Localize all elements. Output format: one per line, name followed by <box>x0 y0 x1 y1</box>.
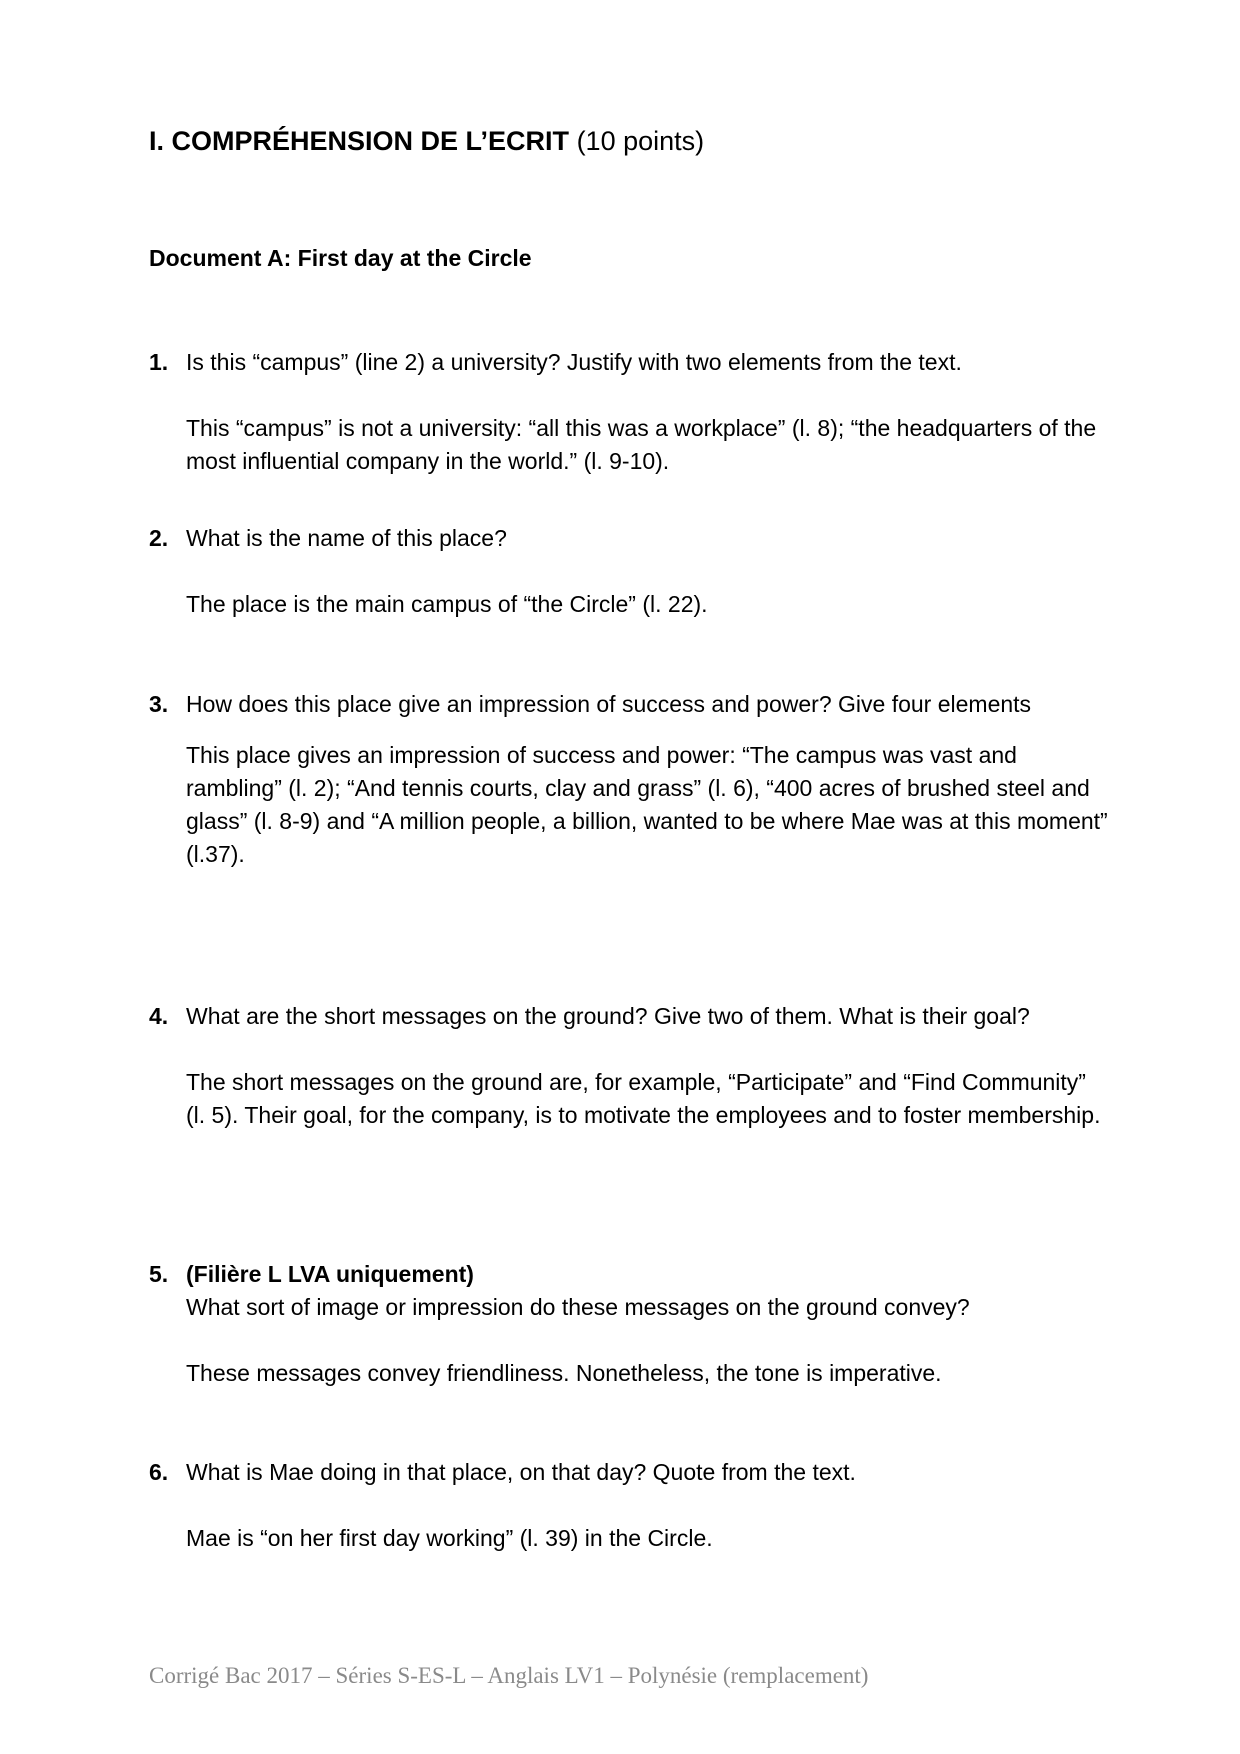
answer-text: These messages convey friendliness. Nonetheless, the tone is imperative. <box>186 1360 942 1386</box>
question-number: 3. <box>149 691 169 717</box>
question-number: 2. <box>149 525 169 551</box>
answer-text: The short messages on the ground are, for example, “Participate” and “Find Community” (l. 5). Their goal, for the company, is to motivate the employees and to foster membership. <box>186 1069 1101 1128</box>
question-number: 6. <box>149 1459 169 1485</box>
question-2 <box>149 522 1109 621</box>
section-title-bold: I. COMPRÉHENSION DE L’ECRIT <box>149 126 570 156</box>
answer-text: The place is the main campus of “the Circle” (l. 22). <box>186 591 708 617</box>
question-number: 1. <box>149 349 169 375</box>
question-text: What sort of image or impression do these messages on the ground convey? <box>186 1294 970 1320</box>
question-5 <box>149 1258 1109 1390</box>
question-text: How does this place give an impression of success and power? Give four elements <box>186 691 1032 717</box>
question-1 <box>149 346 1109 478</box>
question-text: What is Mae doing in that place, on that day? Quote from the text. <box>186 1459 856 1485</box>
answer-text: Mae is “on her first day working” (l. 39) in the Circle. <box>186 1525 713 1551</box>
question-text: Is this “campus” (line 2) a university? Justify with two elements from the text. <box>186 349 962 375</box>
question-6 <box>149 1456 1109 1555</box>
question-number: 4. <box>149 1003 169 1029</box>
question-4 <box>149 1000 1109 1132</box>
question-text: What are the short messages on the ground? Give two of them. What is their goal? <box>186 1003 1030 1029</box>
question-number: 5. <box>149 1261 169 1287</box>
question-subtitle: (Filière L LVA uniquement) <box>186 1261 474 1287</box>
answer-text: This “campus” is not a university: “all this was a workplace” (l. 8); “the headquarters of the most influential company in the world.” (l. 9-10). <box>186 415 1097 474</box>
page-footer: Corrigé Bac 2017 – Séries S-ES-L – Anglais LV1 – Polynésie (remplacement) <box>149 1663 869 1688</box>
question-3 <box>149 688 1109 871</box>
answer-text: This place gives an impression of success and power: “The campus was vast and rambling” (l. 2); “And tennis courts, clay and grass” (l. 6), “400 acres of brushed steel and glass” (l. 8-9) and “A million people, a billion, wanted to be where Mae was at this moment” (l.37). <box>186 742 1108 867</box>
section-title-points: (10 points) <box>576 126 705 156</box>
section-title <box>149 124 704 158</box>
document-title: Document A: First day at the Circle <box>149 245 532 271</box>
question-text: What is the name of this place? <box>186 525 507 551</box>
